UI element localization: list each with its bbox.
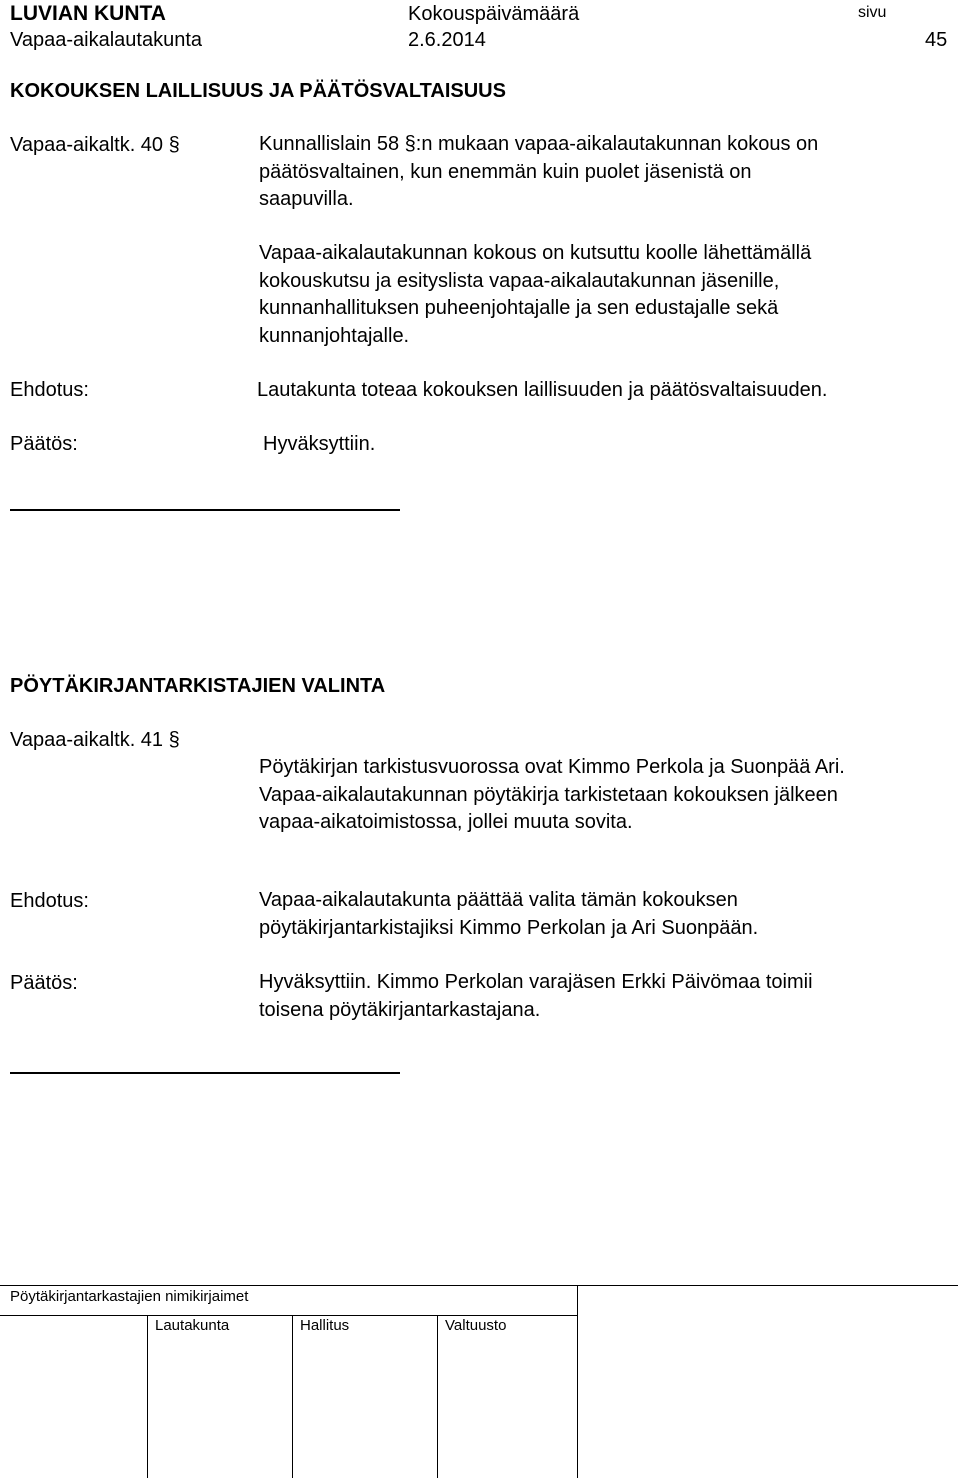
column-valtuusto: Valtuusto	[445, 1317, 507, 1334]
item-reference: Vapaa-aikaltk. 40 §	[10, 134, 180, 156]
column-lautakunta: Lautakunta	[155, 1317, 230, 1334]
item-body	[259, 754, 845, 837]
proposal-text: Lautakunta toteaa kokouksen laillisuuden ja päätösvaltaisuuden.	[257, 379, 828, 401]
decision-line: Hyväksyttiin. Kimmo Perkolan varajäsen Erkki Päivömaa toimii	[259, 971, 813, 993]
section-title: PÖYTÄKIRJANTARKISTAJIEN VALINTA	[10, 675, 386, 697]
proposal-line: pöytäkirjantarkistajiksi Kimmo Perkolan ja Ari Suonpään.	[259, 916, 759, 939]
body-line: Kunnallislain 58 §:n mukaan vapaa-aikalautakunnan kokous on	[259, 133, 819, 155]
section-title: KOKOUKSEN LAILLISUUS JA PÄÄTÖSVALTAISUUS	[10, 80, 506, 102]
committee-name: Vapaa-aikalautakunta	[10, 29, 202, 51]
meeting-date: 2.6.2014	[408, 29, 486, 51]
item-reference: Vapaa-aikaltk. 41 §	[10, 729, 180, 751]
signatures-label: Pöytäkirjantarkastajien nimikirjaimet	[10, 1288, 249, 1305]
decision-text	[259, 969, 813, 1024]
body-line: Vapaa-aikalautakunnan kokous on kutsuttu koolle lähettämällä	[259, 242, 812, 264]
decision-text: Hyväksyttiin.	[263, 433, 376, 455]
decision-line: toisena pöytäkirjantarkastajana.	[259, 998, 541, 1021]
section-divider	[10, 509, 400, 511]
proposal-line: Vapaa-aikalautakunta päättää valita tämän kokouksen	[259, 889, 738, 911]
page-label: sivu	[858, 4, 887, 21]
body-line: saapuvilla.	[259, 188, 354, 210]
body-line: kokouskutsu ja esityslista vapaa-aikalautakunnan jäsenille,	[259, 269, 780, 292]
body-line: Vapaa-aikalautakunnan pöytäkirja tarkistetaan kokouksen jälkeen	[259, 783, 838, 806]
body-line: Pöytäkirjan tarkistusvuorossa ovat Kimmo Perkola ja Suonpää Ari.	[259, 756, 845, 778]
page-number: 45	[925, 29, 948, 51]
date-label: Kokouspäivämäärä	[408, 3, 580, 25]
decision-label: Päätös:	[10, 972, 78, 994]
organization-name: LUVIAN KUNTA	[10, 2, 166, 25]
proposal-text	[259, 887, 758, 942]
body-line: kunnanjohtajalle.	[259, 324, 410, 347]
decision-label: Päätös:	[10, 433, 78, 455]
section-divider	[10, 1072, 400, 1074]
column-hallitus: Hallitus	[300, 1317, 350, 1334]
item-body-2	[259, 240, 811, 350]
proposal-label: Ehdotus:	[10, 890, 89, 912]
body-line: päätösvaltainen, kun enemmän kuin puolet jäsenistä on	[259, 160, 752, 183]
body-line: kunnanhallituksen puheenjohtajalle ja sen edustajalle sekä	[259, 297, 779, 319]
body-line: vapaa-aikatoimistossa, jollei muuta sovita.	[259, 811, 633, 833]
item-body	[259, 131, 818, 214]
proposal-label: Ehdotus:	[10, 379, 89, 401]
